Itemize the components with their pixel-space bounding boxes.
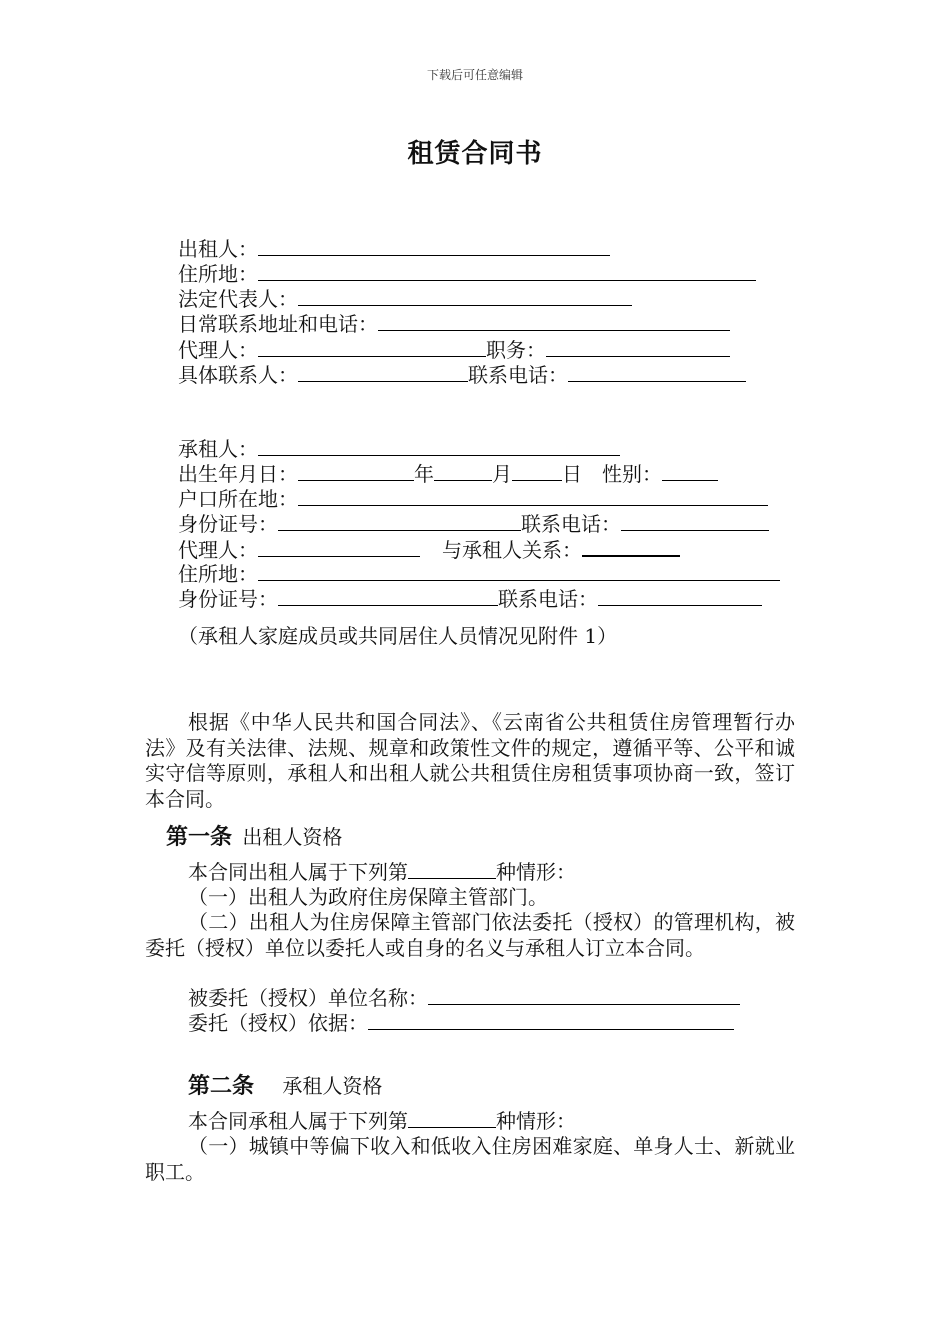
header-note: 下载后可任意编辑 [426,68,523,82]
lessee-address-label: 住所地： [178,562,258,586]
article1-intro [188,860,576,885]
lessor-name-label: 出租人： [178,237,258,261]
article2-item1: （一）城镇中等偏下收入和低收入住房困难家庭、单身人士、新就业职工。 [145,1134,795,1184]
entrusted-name-row [188,986,740,1011]
lessee-agent-label: 代理人： [178,538,258,562]
lessor-address-label: 住所地： [178,262,258,286]
lessor-phone-label: 联系电话： [468,363,568,387]
birth-label: 出生年月日： [178,462,298,486]
contact-person-row [178,363,746,388]
daily-contact-field[interactable] [378,312,730,331]
hukou-field[interactable] [298,487,768,506]
lessor-agent-row [178,338,730,363]
lessee-name-label: 承租人： [178,437,258,461]
lessor-address-field[interactable] [258,262,756,281]
lessor-name-field[interactable] [258,237,610,256]
lessee-address-row [178,562,780,587]
lessee-id-field[interactable] [278,512,521,531]
agent-id-row [178,587,762,612]
daily-contact-row [178,312,730,337]
article2-intro-suffix: 种情形： [496,1109,576,1133]
entrusted-name-label: 被委托（授权）单位名称： [188,986,428,1010]
article1-intro-text: 本合同出租人属于下列第 [188,860,408,884]
article1-intro-suffix: 种情形： [496,860,576,884]
position-field[interactable] [546,338,730,357]
legal-rep-label: 法定代表人： [178,287,298,311]
agent-id-field[interactable] [278,587,498,606]
birth-month-field[interactable] [434,462,492,481]
year-label: 年 [414,462,434,486]
lessee-id-label: 身份证号： [178,512,278,536]
contact-person-field[interactable] [298,363,468,382]
entrusted-basis-field[interactable] [368,1011,734,1030]
lessor-address-row [178,262,756,287]
gender-label: 性别： [602,462,662,486]
hukou-label: 户口所在地： [178,487,298,511]
relation-label: 与承租人关系： [442,538,582,562]
contact-person-label: 具体联系人： [178,363,298,387]
lessor-agent-label: 代理人： [178,338,258,362]
birth-row [178,462,718,487]
article1-item2: （二）出租人为住房保障主管部门依法委托（授权）的管理机构，被委托（授权）单位以委托人或自身的名义与承租人订立本合同。 [145,910,795,960]
entrusted-name-field[interactable] [428,986,740,1005]
lessee-id-row [178,512,769,537]
day-label: 日 [562,462,582,486]
preamble-paragraph: 根据《中华人民共和国合同法》、《云南省公共租赁住房管理暂行办法》及有关法律、法规、规章和政策性文件的规定，遵循平等、公平和诚实守信等原则，承租人和出租人就公共租赁住房租赁事项协商一致，签订本合同。 [145,710,795,811]
article2-intro-text: 本合同承租人属于下列第 [188,1109,408,1133]
entrusted-basis-label: 委托（授权）依据： [188,1011,368,1035]
month-label: 月 [492,462,512,486]
entrusted-basis-row [188,1011,734,1036]
agent-id-label: 身份证号： [178,587,278,611]
legal-rep-row [178,287,632,312]
article1-heading [166,820,342,851]
article2-heading [188,1069,382,1100]
agent-phone-field[interactable] [598,587,762,606]
hukou-row [178,487,768,512]
lessee-phone-field[interactable] [621,512,769,531]
article2-number: 第二条 [188,1073,255,1099]
lessee-agent-row [178,537,680,563]
lessee-name-field[interactable] [258,437,620,456]
article1-choice-field[interactable] [408,860,496,879]
lessor-phone-field[interactable] [568,363,746,382]
article2-choice-field[interactable] [408,1109,496,1128]
relation-field[interactable] [582,537,680,557]
lessor-name-row [178,237,610,262]
daily-contact-label: 日常联系地址和电话： [178,312,378,336]
article1-number: 第一条 [166,824,233,850]
agent-phone-label: 联系电话： [498,587,598,611]
lessee-agent-field[interactable] [258,538,420,557]
family-note: （承租人家庭成员或共同居住人员情况见附件 1） [178,624,618,648]
lessee-address-field[interactable] [258,562,780,581]
birth-day-field[interactable] [512,462,562,481]
birth-year-field[interactable] [298,462,414,481]
lessor-agent-field[interactable] [258,338,486,357]
article2-intro [188,1109,576,1134]
position-label: 职务： [486,338,546,362]
article1-title: 出租人资格 [242,825,343,849]
lessee-name-row [178,437,620,462]
document-title: 租赁合同书 [407,139,543,169]
gender-field[interactable] [662,462,718,481]
legal-rep-field[interactable] [298,287,632,306]
lessee-phone-label: 联系电话： [521,512,621,536]
article2-title: 承租人资格 [282,1074,383,1098]
article1-item1: （一）出租人为政府住房保障主管部门。 [188,885,548,909]
